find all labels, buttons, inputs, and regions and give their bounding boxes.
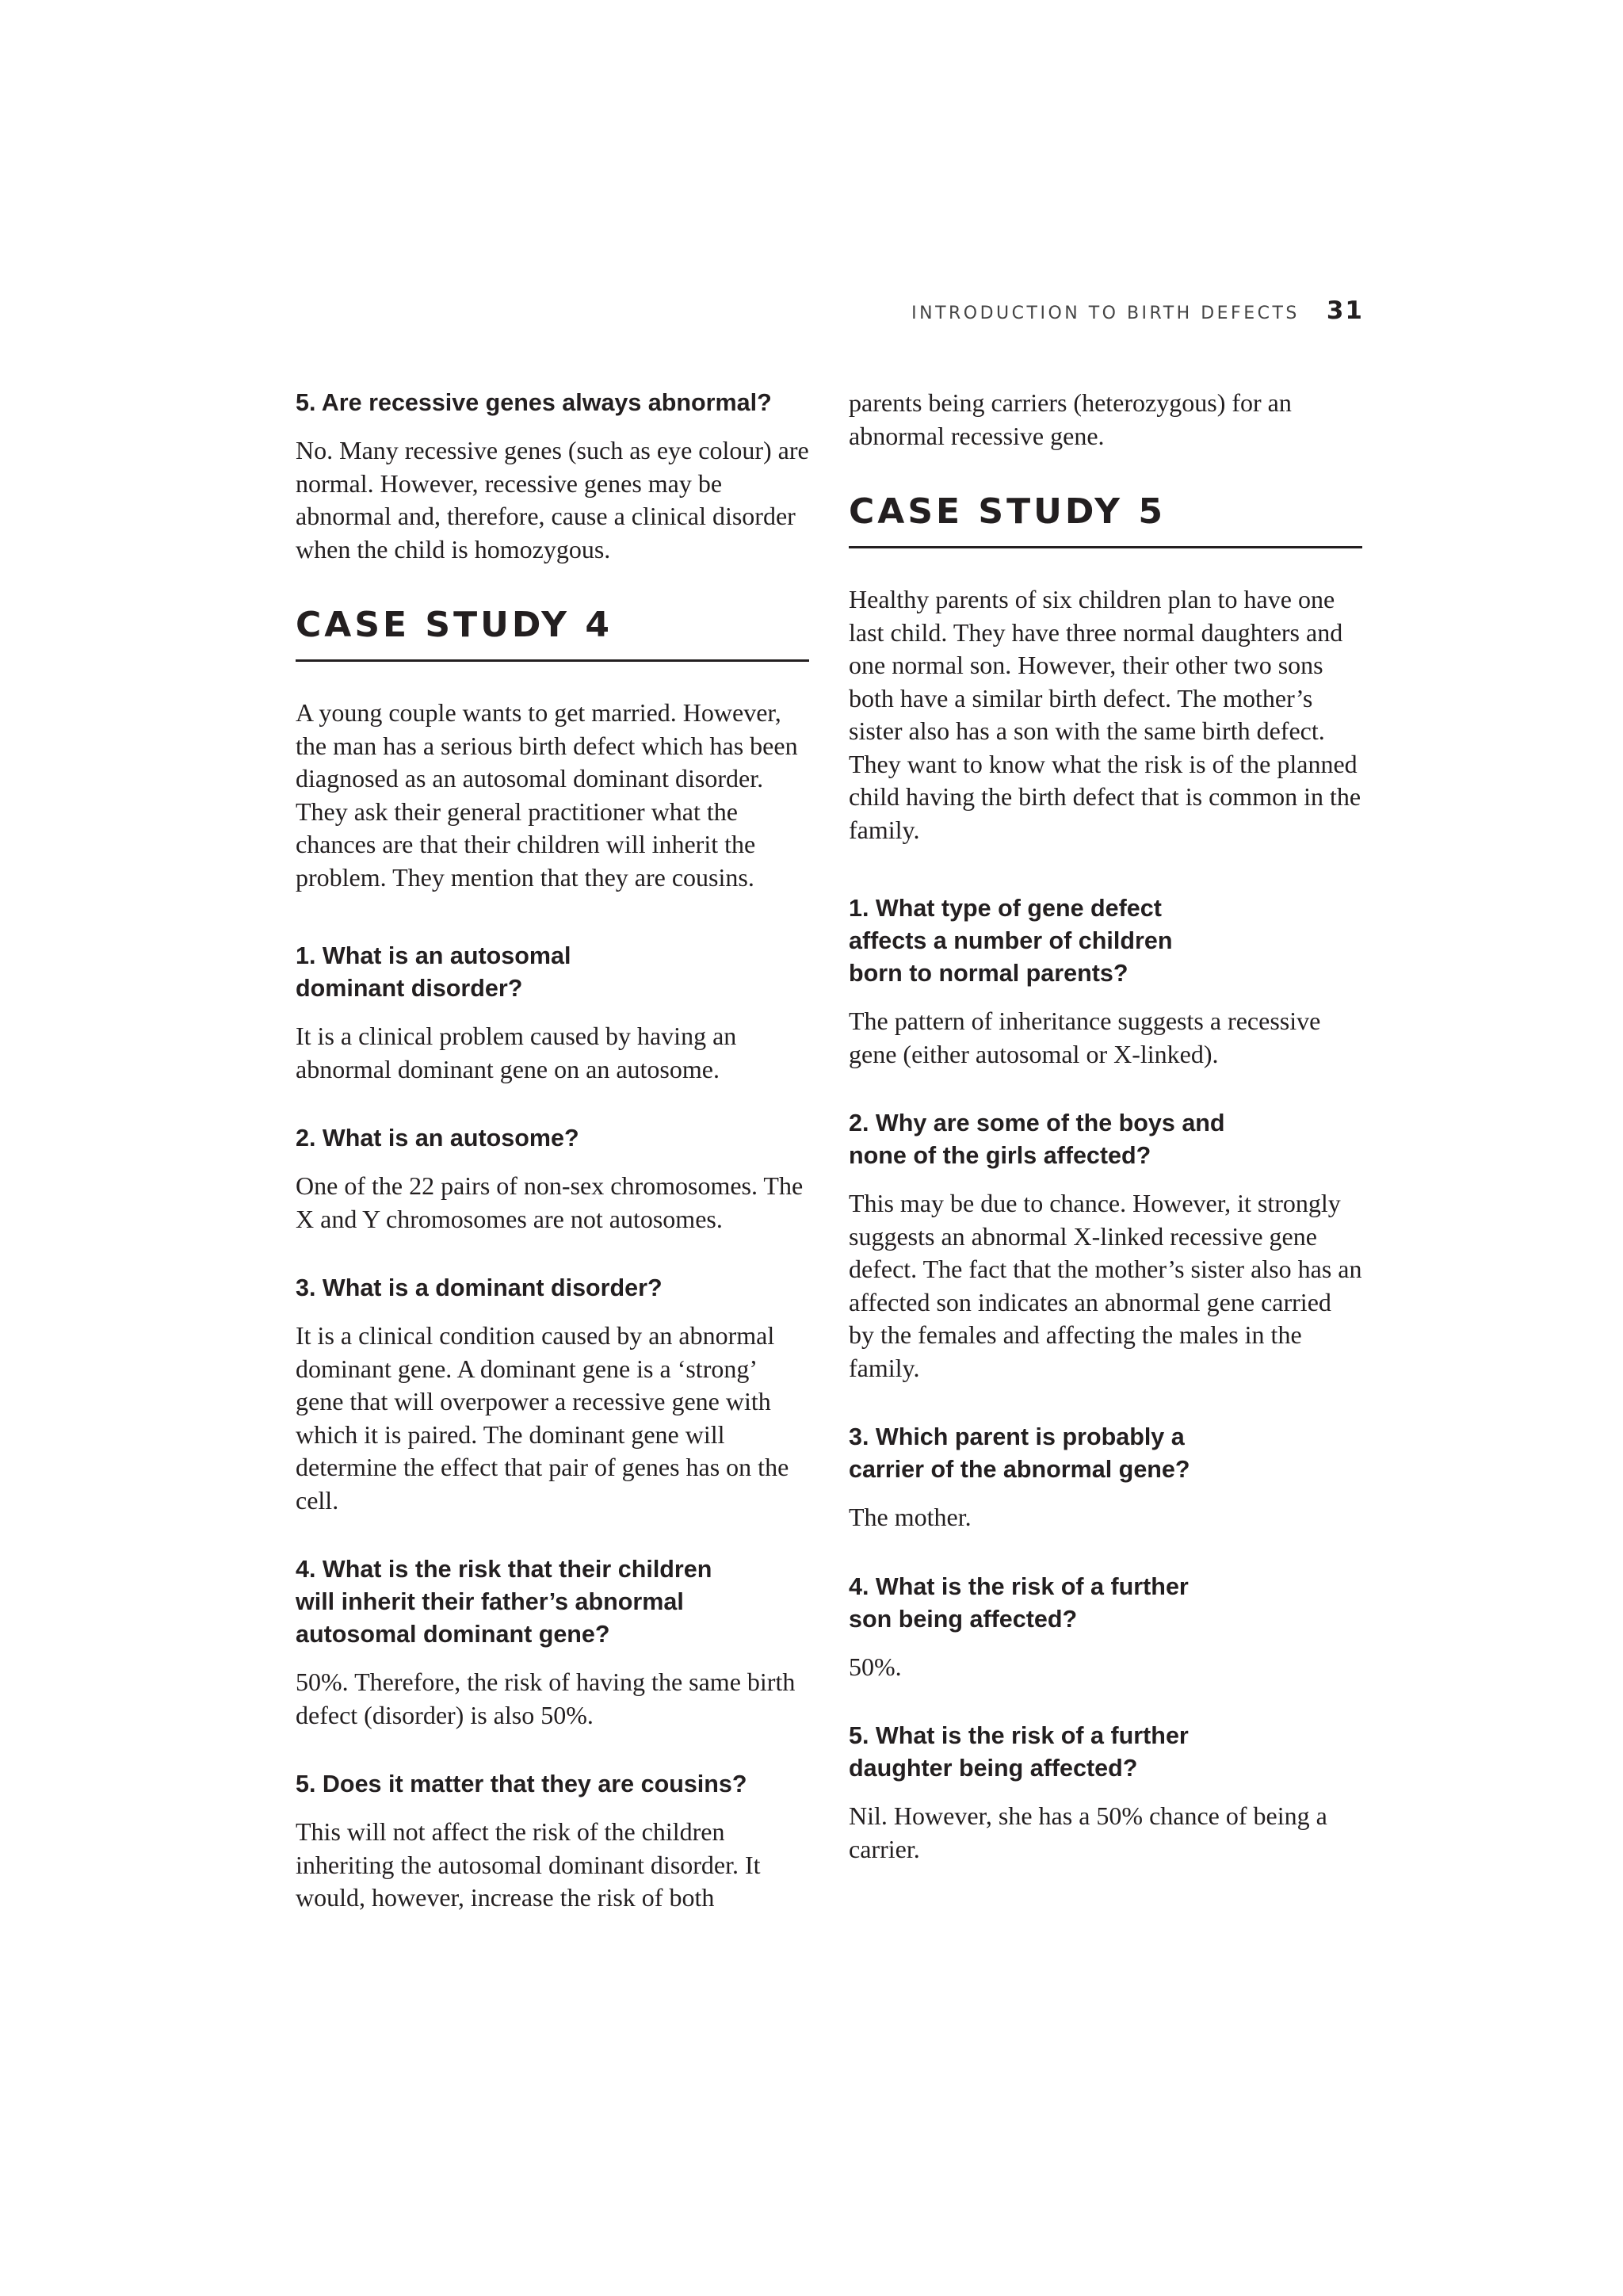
question-heading: 3. What is a dominant disorder?	[296, 1274, 663, 1301]
case-study-5-intro: Healthy parents of six children plan to have one last child. They have three normal daughters and one normal son. However, their other two sons both have a similar birth defect. The mother’s sister also has a son with the same birth defect. They want to know what the risk is of the planned child having the birth defect that is common in the family.	[849, 585, 1361, 844]
running-head-title: INTRODUCTION TO BIRTH DEFECTS	[911, 304, 1300, 323]
answer-text: The mother.	[849, 1503, 972, 1531]
question-heading: 4. What is the risk that their children will inherit their father’s abnormal autosomal dominant gene?	[296, 1556, 712, 1648]
continued-text: parents being carriers (heterozygous) for an abnormal recessive gene.	[849, 388, 1292, 450]
page-number: 31	[1326, 296, 1364, 325]
answer-text: This will not affect the risk of the children inheriting the autosomal dominant disorder. It would, however, increase the risk of both	[296, 1817, 761, 1912]
question-heading: 2. Why are some of the boys and none of the girls affected?	[849, 1110, 1225, 1169]
question-heading: 2. What is an autosome?	[296, 1125, 579, 1152]
right-column	[849, 387, 1362, 1902]
question-heading: 1. What type of gene defect affects a number of children born to normal parents?	[849, 895, 1173, 987]
question-heading: 5. Are recessive genes always abnormal?	[296, 389, 772, 416]
question-heading: 5. What is the risk of a further daughter being affected?	[849, 1722, 1189, 1782]
answer-text: 50%. Therefore, the risk of having the same birth defect (disorder) is also 50%.	[296, 1668, 796, 1729]
answer-text: The pattern of inheritance suggests a recessive gene (either autosomal or X-linked).	[849, 1007, 1321, 1068]
answer-text: One of the 22 pairs of non-sex chromosomes. The X and Y chromosomes are not autosomes.	[296, 1171, 804, 1233]
answer-text: It is a clinical condition caused by an abnormal dominant gene. A dominant gene is a ‘strong’ gene that will overpower a recessive gene with which it is paired. The dominant gene will determine the effect that pair of genes has on the cell.	[296, 1321, 789, 1515]
answer-text: Nil. However, she has a 50% chance of being a carrier.	[849, 1801, 1327, 1863]
answer-text: It is a clinical problem caused by having an abnormal dominant gene on an autosome.	[296, 1022, 737, 1083]
running-head	[911, 296, 1364, 325]
left-column	[296, 387, 809, 1951]
case-study-5-title: CASE STUDY 5	[849, 489, 1362, 548]
case-study-4-title: CASE STUDY 4	[296, 602, 809, 662]
answer-text: This may be due to chance. However, it strongly suggests an abnormal X-linked recessive gene defect. The fact that the mother’s sister also has an affected son indicates an abnormal gene carried by the females and affecting the males in the family.	[849, 1189, 1362, 1382]
question-heading: 1. What is an autosomal dominant disorder?	[296, 942, 571, 1002]
question-heading: 5. Does it matter that they are cousins?	[296, 1771, 747, 1797]
question-heading: 4. What is the risk of a further son being affected?	[849, 1572, 1189, 1633]
answer-text: 50%.	[849, 1652, 902, 1681]
question-heading: 3. Which parent is probably a carrier of the abnormal gene?	[849, 1423, 1190, 1483]
case-study-4-intro: A young couple wants to get married. However, the man has a serious birth defect which has been diagnosed as an autosomal dominant disorder. They ask their general practitioner what the chances are that their children will inherit the problem. They mention that they are cousins.	[296, 698, 798, 892]
answer-text: No. Many recessive genes (such as eye colour) are normal. However, recessive genes may be abnormal and, therefore, cause a clinical disorder when the child is homozygous.	[296, 436, 809, 563]
